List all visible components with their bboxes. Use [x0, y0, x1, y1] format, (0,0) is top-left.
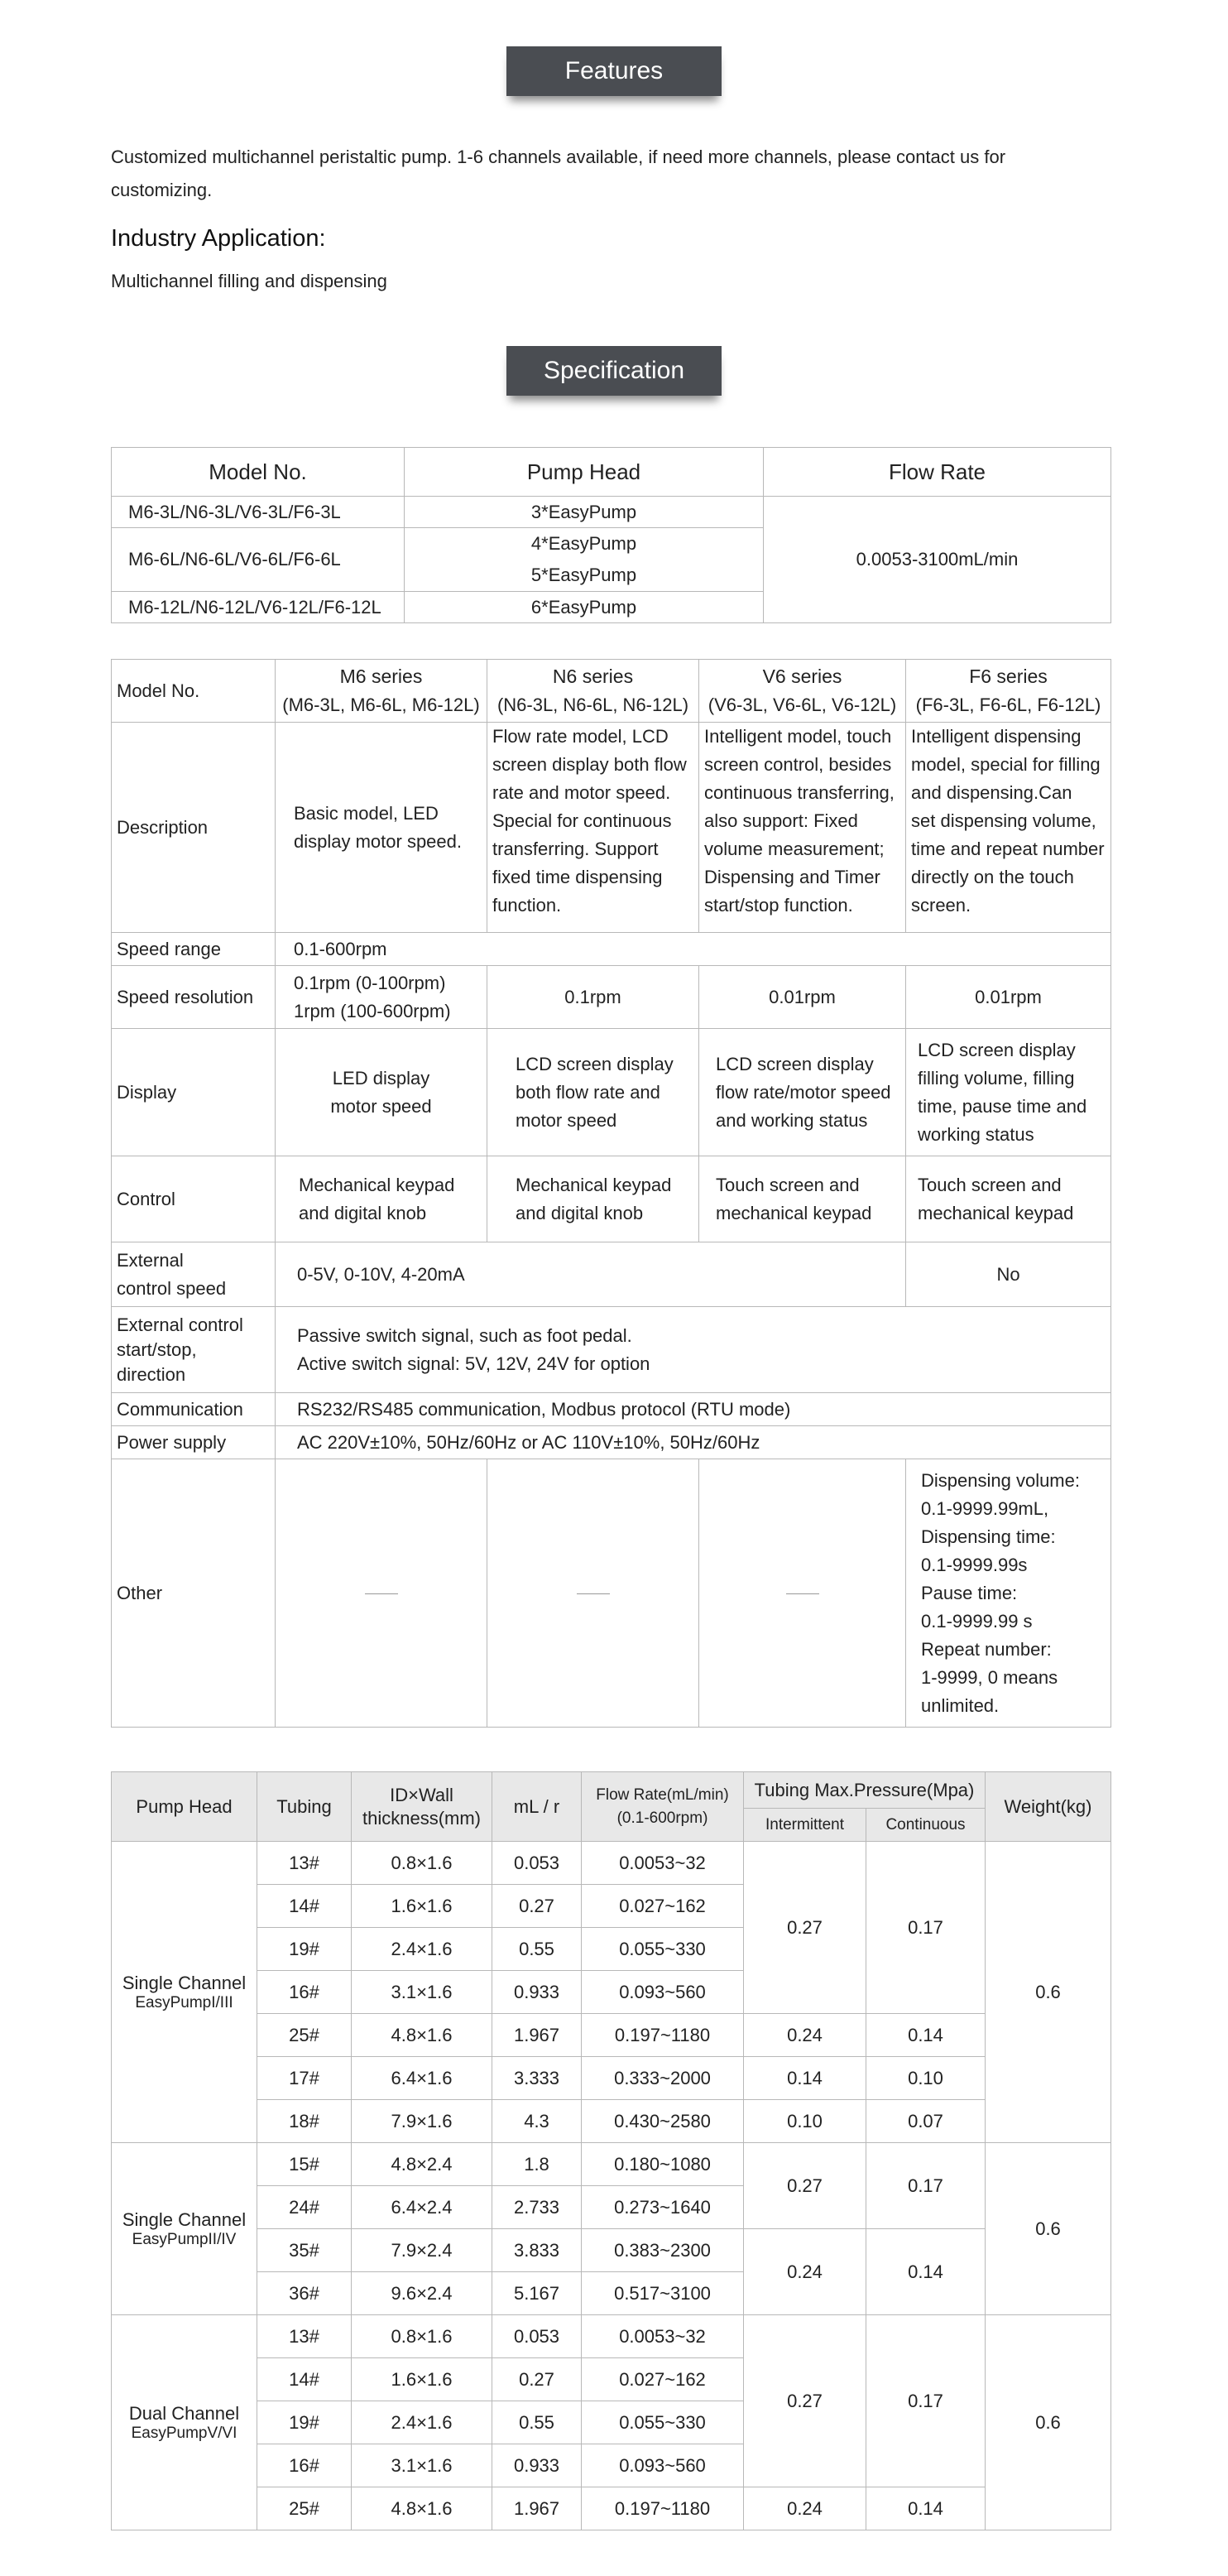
tubing-cell: 15# [257, 2143, 352, 2186]
ml-per-rev-cell: 0.55 [492, 1928, 582, 1971]
flow-rate-cell: 0.0053~32 [582, 2315, 744, 2358]
text-line: filling volume, filling [918, 1067, 1075, 1089]
text-line: Flow Rate(mL/min) [596, 1785, 729, 1804]
features-description-line2: customizing. [111, 180, 213, 200]
display-m6 [276, 1029, 487, 1156]
text-line: volume measurement; [704, 839, 885, 859]
speed-range-label: Speed range [112, 933, 276, 966]
text-line: Special for continuous [492, 810, 672, 831]
tubing-cell: 19# [257, 2401, 352, 2444]
flow-rate-cell: 0.273~1640 [582, 2186, 744, 2229]
external-start-row [112, 1307, 1111, 1393]
series-f6 [906, 660, 1111, 723]
tubing-cell: 35# [257, 2229, 352, 2272]
id-wall-cell: 0.8×1.6 [352, 1842, 492, 1885]
external-speed-value: 0-5V, 0-10V, 4-20mA [276, 1242, 906, 1307]
external-speed-row [112, 1242, 1111, 1307]
text-line: and digital knob [516, 1202, 644, 1223]
description-v6 [699, 723, 906, 933]
text-line: screen control, besides [704, 754, 892, 775]
header-flow-rate [582, 1772, 744, 1842]
external-start-value [276, 1307, 1111, 1393]
text-line: Passive switch signal, such as foot pedal. [297, 1324, 632, 1346]
text-line: mechanical keypad [918, 1202, 1074, 1223]
tubing-cell: 16# [257, 2444, 352, 2487]
text-line: Repeat number: [921, 1638, 1052, 1660]
communication-value: RS232/RS485 communication, Modbus protocol (RTU mode) [276, 1393, 1111, 1426]
text-line: Mechanical keypad [516, 1174, 672, 1195]
control-f6 [906, 1156, 1111, 1242]
text-line: thickness(mm) [362, 1807, 481, 1829]
display-f6 [906, 1029, 1111, 1156]
tubing-cell: 17# [257, 2057, 352, 2100]
other-label: Other [112, 1459, 276, 1728]
text-line: start/stop function. [704, 895, 853, 916]
power-supply-row [112, 1426, 1111, 1459]
pump-head-name: Single Channel [122, 1972, 247, 1993]
text-line: and working status [716, 1109, 868, 1131]
speed-range-row [112, 933, 1111, 966]
specification-banner: Specification [506, 346, 722, 396]
text-line: 0.1-9999.99s [921, 1554, 1028, 1575]
weight-cell: 0.6 [986, 1842, 1111, 2143]
pump-head-line: 5*EasyPump [530, 565, 637, 585]
ml-per-rev-cell: 0.053 [492, 1842, 582, 1885]
text-line: direction [117, 1363, 186, 1385]
table-row [112, 2315, 1111, 2358]
header-tubing: Tubing [257, 1772, 352, 1842]
series-name: N6 series [552, 666, 634, 687]
pump-head-tubing-table [111, 1771, 1111, 2530]
table-row [112, 2143, 1111, 2186]
table-row [112, 497, 1111, 528]
header-weight: Weight(kg) [986, 1772, 1111, 1842]
communication-label: Communication [112, 1393, 276, 1426]
dash-divider [365, 1593, 398, 1594]
features-description [111, 141, 1005, 207]
external-start-label [112, 1307, 276, 1393]
id-wall-cell: 4.8×1.6 [352, 2487, 492, 2530]
id-wall-cell: 3.1×1.6 [352, 2444, 492, 2487]
continuous-pressure-cell: 0.10 [866, 2057, 986, 2100]
id-wall-cell: 1.6×1.6 [352, 2358, 492, 2401]
display-label: Display [112, 1029, 276, 1156]
pump-head-cell: 3*EasyPump [405, 497, 764, 528]
ml-per-rev-cell: 1.8 [492, 2143, 582, 2186]
ml-per-rev-cell: 0.27 [492, 1885, 582, 1928]
weight-cell: 0.6 [986, 2315, 1111, 2530]
text-line: Intelligent dispensing [911, 726, 1082, 747]
text-line: motor speed [516, 1109, 617, 1131]
table-row [112, 2057, 1111, 2100]
header-pump-head: Pump Head [405, 448, 764, 497]
text-line: Active switch signal: 5V, 12V, 24V for option [297, 1353, 650, 1374]
continuous-pressure-cell: 0.17 [866, 1842, 986, 2014]
text-line: Pause time: [921, 1582, 1018, 1603]
text-line: Flow rate model, LCD [492, 726, 669, 747]
flow-rate-cell: 0.055~330 [582, 1928, 744, 1971]
description-m6 [276, 723, 487, 933]
text-line: LCD screen display [918, 1039, 1076, 1060]
weight-cell: 0.6 [986, 2143, 1111, 2315]
description-label: Description [112, 723, 276, 933]
flow-rate-cell: 0.027~162 [582, 1885, 744, 1928]
description-n6 [487, 723, 699, 933]
control-m6 [276, 1156, 487, 1242]
flow-rate-cell: 0.430~2580 [582, 2100, 744, 2143]
control-n6 [487, 1156, 699, 1242]
text-line: rate and motor speed. [492, 782, 671, 803]
text-line: display motor speed. [294, 830, 462, 852]
series-models: (V6-3L, V6-6L, V6-12L) [708, 694, 897, 715]
power-supply-label: Power supply [112, 1426, 276, 1459]
id-wall-cell: 2.4×1.6 [352, 1928, 492, 1971]
text-line: 1rpm (100-600rpm) [294, 1000, 451, 1021]
flow-rate-cell: 0.197~1180 [582, 2014, 744, 2057]
continuous-pressure-cell: 0.14 [866, 2487, 986, 2530]
flow-rate-cell: 0.093~560 [582, 2444, 744, 2487]
id-wall-cell: 0.8×1.6 [352, 2315, 492, 2358]
pump-head-line: 4*EasyPump [530, 533, 637, 554]
features-description-line1: Customized multichannel peristaltic pump. 1-6 channels available, if need more channels, please contact us for [111, 147, 1006, 167]
ml-per-rev-cell: 1.967 [492, 2014, 582, 2057]
header-flow-rate: Flow Rate [764, 448, 1111, 497]
speed-range-value: 0.1-600rpm [276, 933, 1111, 966]
series-models: (N6-3L, N6-6L, N6-12L) [496, 694, 689, 715]
flow-rate-cell: 0.383~2300 [582, 2229, 744, 2272]
tubing-cell: 18# [257, 2100, 352, 2143]
series-name: M6 series [339, 666, 423, 687]
pump-head-name: Single Channel [122, 2208, 247, 2230]
ml-per-rev-cell: 5.167 [492, 2272, 582, 2315]
speed-resolution-v6: 0.01rpm [699, 966, 906, 1029]
text-line: flow rate/motor speed [716, 1081, 891, 1103]
tubing-cell: 19# [257, 1928, 352, 1971]
text-line: and digital knob [299, 1202, 427, 1223]
display-n6 [487, 1029, 699, 1156]
text-line: Intelligent model, touch [704, 726, 892, 747]
tubing-cell: 16# [257, 1971, 352, 2014]
flow-rate-cell: 0.0053~32 [582, 1842, 744, 1885]
table-row [112, 2487, 1111, 2530]
text-line: External control [117, 1314, 243, 1335]
model-cell: M6-6L/N6-6L/V6-6L/F6-6L [112, 528, 405, 592]
series-m6 [276, 660, 487, 723]
continuous-pressure-cell: 0.14 [866, 2014, 986, 2057]
table-row [112, 2229, 1111, 2272]
ml-per-rev-cell: 3.833 [492, 2229, 582, 2272]
model-pump-head-table [111, 447, 1111, 623]
ml-per-rev-cell: 0.55 [492, 2401, 582, 2444]
pump-head-name: Dual Channel [128, 2402, 240, 2424]
display-row [112, 1029, 1111, 1156]
intermittent-pressure-cell: 0.10 [744, 2100, 866, 2143]
continuous-pressure-cell: 0.14 [866, 2229, 986, 2315]
speed-resolution-f6: 0.01rpm [906, 966, 1111, 1029]
text-line: Touch screen and [918, 1174, 1062, 1195]
header-ml-r: mL / r [492, 1772, 582, 1842]
continuous-pressure-cell: 0.17 [866, 2143, 986, 2229]
id-wall-cell: 7.9×1.6 [352, 2100, 492, 2143]
text-line: screen display both flow [492, 754, 687, 775]
text-line: Basic model, LED [294, 802, 439, 824]
text-line: (0.1-600rpm) [616, 1809, 708, 1827]
series-comparison-table [111, 659, 1111, 1728]
text-line: LED display [332, 1067, 430, 1089]
table-row [112, 2014, 1111, 2057]
ml-per-rev-cell: 0.933 [492, 1971, 582, 2014]
speed-resolution-label: Speed resolution [112, 966, 276, 1029]
header-pump-head: Pump Head [112, 1772, 257, 1842]
model-cell: M6-3L/N6-3L/V6-3L/F6-3L [112, 497, 405, 528]
industry-text: Multichannel filling and dispensing [111, 271, 387, 291]
ml-per-rev-cell: 3.333 [492, 2057, 582, 2100]
other-f6 [906, 1459, 1111, 1728]
tubing-cell: 13# [257, 1842, 352, 1885]
text-line: also support: Fixed [704, 810, 858, 831]
text-line: 0.1-9999.99 s [921, 1610, 1033, 1632]
pump-head-cell: 6*EasyPump [405, 592, 764, 623]
ml-per-rev-cell: 0.933 [492, 2444, 582, 2487]
other-v6 [699, 1459, 906, 1728]
features-banner: Features [506, 46, 722, 96]
tubing-cell: 14# [257, 2358, 352, 2401]
text-line: 0.1-9999.99mL, [921, 1497, 1049, 1519]
pump-head-sub: EasyPumpII/IV [132, 2230, 237, 2248]
control-label: Control [112, 1156, 276, 1242]
continuous-pressure-cell: 0.07 [866, 2100, 986, 2143]
text-line: time, pause time and [918, 1095, 1087, 1117]
flow-rate-cell: 0.093~560 [582, 1971, 744, 2014]
pump-head-group [112, 2315, 257, 2530]
series-models: (F6-3L, F6-6L, F6-12L) [915, 694, 1101, 715]
text-line: 1-9999, 0 means [921, 1666, 1058, 1688]
series-name: F6 series [969, 666, 1048, 687]
header-intermittent: Intermittent [744, 1809, 866, 1842]
ml-per-rev-cell: 0.053 [492, 2315, 582, 2358]
description-row [112, 723, 1111, 933]
intermittent-pressure-cell: 0.27 [744, 2143, 866, 2229]
tubing-cell: 25# [257, 2487, 352, 2530]
text-line: Mechanical keypad [299, 1174, 455, 1195]
text-line: LCD screen display [516, 1053, 674, 1074]
table-row [112, 2100, 1111, 2143]
description-f6 [906, 723, 1111, 933]
model-no-label: Model No. [112, 660, 276, 723]
series-n6 [487, 660, 699, 723]
ml-per-rev-cell: 1.967 [492, 2487, 582, 2530]
text-line: transferring. Support [492, 839, 659, 859]
control-row [112, 1156, 1111, 1242]
text-line: Dispensing and Timer [704, 867, 880, 887]
flow-rate-cell: 0.517~3100 [582, 2272, 744, 2315]
id-wall-cell: 4.8×2.4 [352, 2143, 492, 2186]
ml-per-rev-cell: 2.733 [492, 2186, 582, 2229]
header-pressure: Tubing Max.Pressure(Mpa) [744, 1772, 986, 1809]
header-continuous: Continuous [866, 1809, 986, 1842]
id-wall-cell: 6.4×1.6 [352, 2057, 492, 2100]
external-speed-label [112, 1242, 276, 1307]
series-name: V6 series [762, 666, 842, 687]
text-line: start/stop, [117, 1338, 197, 1360]
id-wall-cell: 9.6×2.4 [352, 2272, 492, 2315]
continuous-pressure-cell: 0.17 [866, 2315, 986, 2487]
pump-head-cell [405, 528, 764, 592]
text-line: fixed time dispensing [492, 867, 663, 887]
header-model-no: Model No. [112, 448, 405, 497]
text-line: control speed [117, 1277, 227, 1299]
flow-rate-cell: 0.0053-3100mL/min [764, 497, 1111, 623]
flow-rate-cell: 0.055~330 [582, 2401, 744, 2444]
tubing-cell: 13# [257, 2315, 352, 2358]
text-line: directly on the touch [911, 867, 1074, 887]
text-line: ID×Wall [390, 1784, 453, 1805]
intermittent-pressure-cell: 0.14 [744, 2057, 866, 2100]
text-line: External [117, 1249, 184, 1271]
text-line: screen. [911, 895, 971, 916]
intermittent-pressure-cell: 0.27 [744, 2315, 866, 2487]
speed-resolution-n6: 0.1rpm [487, 966, 699, 1029]
id-wall-cell: 2.4×1.6 [352, 2401, 492, 2444]
external-speed-f6: No [906, 1242, 1111, 1307]
control-v6 [699, 1156, 906, 1242]
ml-per-rev-cell: 4.3 [492, 2100, 582, 2143]
id-wall-cell: 7.9×2.4 [352, 2229, 492, 2272]
text-line: working status [918, 1123, 1034, 1145]
communication-row [112, 1393, 1111, 1426]
model-cell: M6-12L/N6-12L/V6-12L/F6-12L [112, 592, 405, 623]
text-line: 0.1rpm (0-100rpm) [294, 972, 446, 993]
text-line: both flow rate and [516, 1081, 660, 1103]
header-id-wall [352, 1772, 492, 1842]
text-line: motor speed [330, 1095, 432, 1117]
table-row [112, 1842, 1111, 1885]
speed-resolution-m6 [276, 966, 487, 1029]
dash-divider [577, 1593, 610, 1594]
intermittent-pressure-cell: 0.27 [744, 1842, 866, 2014]
tubing-cell: 25# [257, 2014, 352, 2057]
id-wall-cell: 6.4×2.4 [352, 2186, 492, 2229]
tubing-cell: 36# [257, 2272, 352, 2315]
tubing-cell: 24# [257, 2186, 352, 2229]
speed-resolution-row [112, 966, 1111, 1029]
display-v6 [699, 1029, 906, 1156]
text-line: time and repeat number [911, 839, 1105, 859]
text-line: mechanical keypad [716, 1202, 872, 1223]
text-line: and dispensing.Can [911, 782, 1072, 803]
text-line: set dispensing volume, [911, 810, 1096, 831]
flow-rate-cell: 0.027~162 [582, 2358, 744, 2401]
flow-rate-cell: 0.180~1080 [582, 2143, 744, 2186]
id-wall-cell: 1.6×1.6 [352, 1885, 492, 1928]
text-line: unlimited. [921, 1694, 1000, 1716]
intermittent-pressure-cell: 0.24 [744, 2229, 866, 2315]
text-line: Touch screen and [716, 1174, 860, 1195]
text-line: model, special for filling [911, 754, 1101, 775]
industry-heading: Industry Application: [111, 225, 326, 252]
pump-head-group [112, 2143, 257, 2315]
other-n6 [487, 1459, 699, 1728]
text-line: LCD screen display [716, 1053, 874, 1074]
dash-divider [786, 1593, 819, 1594]
intermittent-pressure-cell: 0.24 [744, 2014, 866, 2057]
other-m6 [276, 1459, 487, 1728]
ml-per-rev-cell: 0.27 [492, 2358, 582, 2401]
other-row [112, 1459, 1111, 1728]
text-line: Dispensing volume: [921, 1469, 1080, 1491]
pump-head-sub: EasyPumpI/III [135, 1993, 233, 2011]
flow-rate-cell: 0.333~2000 [582, 2057, 744, 2100]
text-line: function. [492, 895, 562, 916]
power-supply-value: AC 220V±10%, 50Hz/60Hz or AC 110V±10%, 50Hz/60Hz [276, 1426, 1111, 1459]
flow-rate-cell: 0.197~1180 [582, 2487, 744, 2530]
intermittent-pressure-cell: 0.24 [744, 2487, 866, 2530]
id-wall-cell: 4.8×1.6 [352, 2014, 492, 2057]
series-models: (M6-3L, M6-6L, M6-12L) [282, 694, 480, 715]
tubing-cell: 14# [257, 1885, 352, 1928]
pump-head-group [112, 1842, 257, 2143]
series-v6 [699, 660, 906, 723]
text-line: continuous transferring, [704, 782, 895, 803]
pump-head-sub: EasyPumpV/VI [131, 2424, 237, 2442]
id-wall-cell: 3.1×1.6 [352, 1971, 492, 2014]
text-line: Dispensing time: [921, 1526, 1056, 1547]
